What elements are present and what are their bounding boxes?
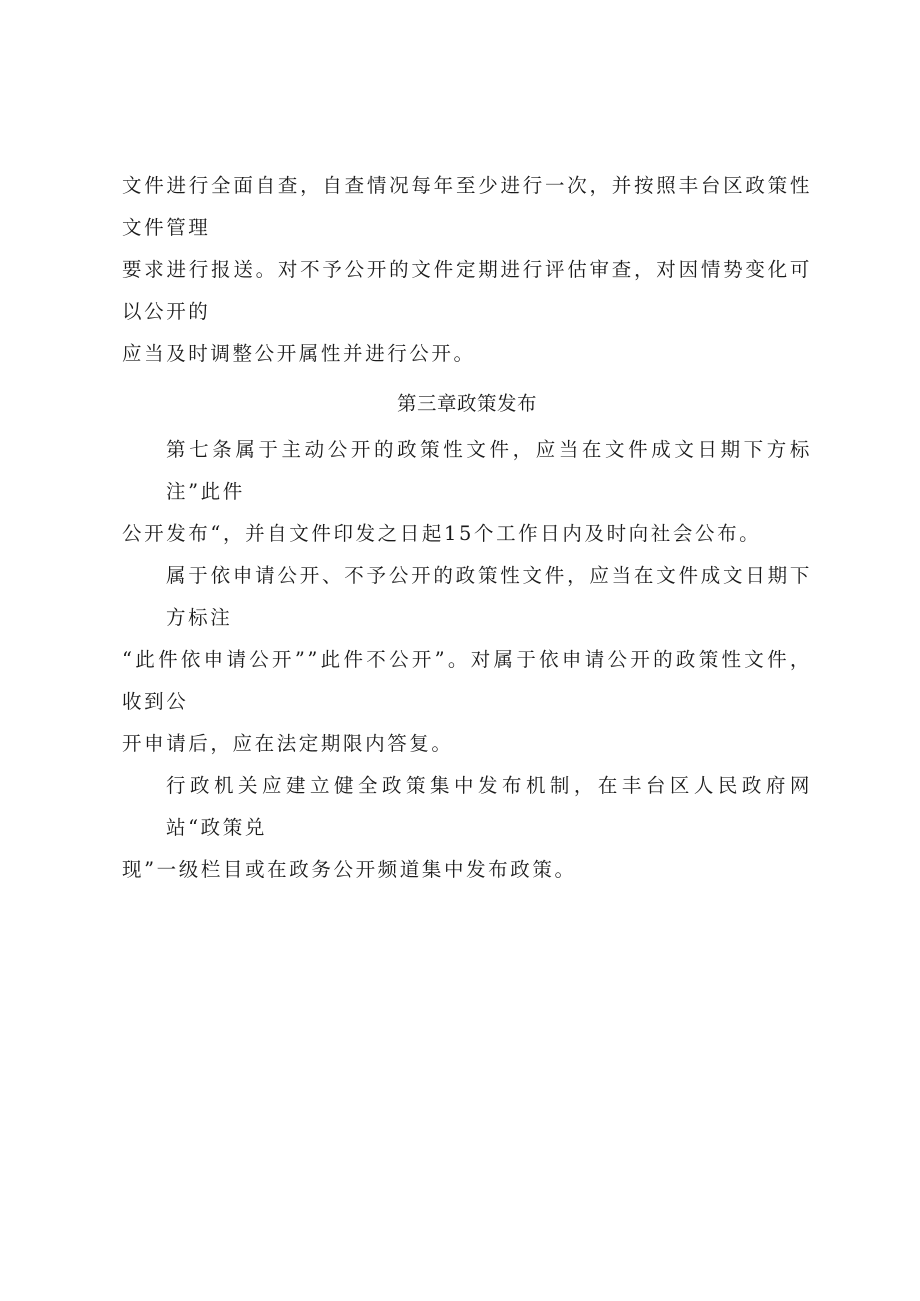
text-line: 现”一级栏目或在政务公开频道集中发布政策。 bbox=[122, 858, 577, 881]
text-line: 行政机关应建立健全政策集中发布机制，在丰台区人民政府网站“政策兑 bbox=[166, 774, 812, 839]
text-line: “此件依申请公开””此件不公开”。对属于依申请公开的政策性文件，收到公 bbox=[122, 648, 812, 713]
paragraph-article-7 bbox=[122, 429, 812, 555]
text-line: 公开发布“，并自文件印发之日起15个工作日内及时向社会公布。 bbox=[122, 522, 762, 545]
text-line: 属于依申请公开、不予公开的政策性文件，应当在文件成文日期下方标注 bbox=[166, 564, 812, 629]
text-line: 开申请后，应在法定期限内答复。 bbox=[122, 732, 454, 755]
paragraph-apply-disclosure bbox=[122, 555, 812, 765]
document-body bbox=[122, 165, 812, 891]
text-line: 第七条属于主动公开的政策性文件，应当在文件成文日期下方标注”此件 bbox=[166, 438, 812, 503]
paragraph-self-inspection bbox=[122, 165, 812, 375]
text-line: 文件进行全面自查，自查情况每年至少进行一次，并按照丰台区政策性文件管理 bbox=[122, 174, 812, 239]
text-line: 应当及时调整公开属性并进行公开。 bbox=[122, 342, 476, 365]
paragraph-release-mechanism bbox=[122, 765, 812, 891]
chapter-title: 第三章政策发布 bbox=[396, 392, 537, 415]
text-line: 要求进行报送。对不予公开的文件定期进行评估审查，对因情势变化可以公开的 bbox=[122, 258, 812, 323]
